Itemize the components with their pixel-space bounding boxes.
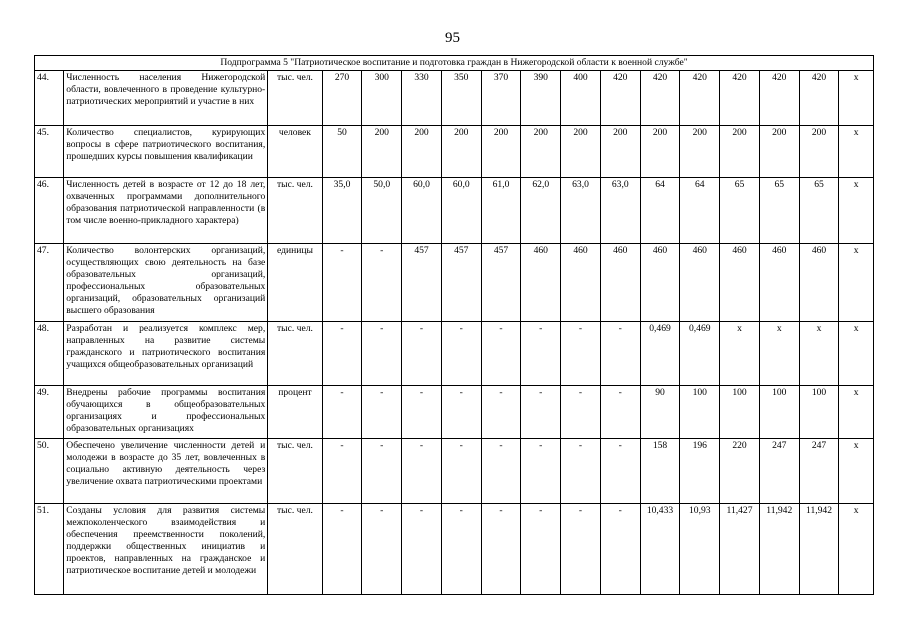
indicator-value: 50	[322, 126, 362, 178]
indicator-value: 460	[561, 244, 601, 322]
indicator-value: 350	[441, 71, 481, 126]
indicator-value: -	[322, 244, 362, 322]
indicator-value: 62,0	[521, 178, 561, 244]
indicator-value: 200	[362, 126, 402, 178]
indicator-value: -	[521, 322, 561, 386]
row-number: 45.	[35, 126, 64, 178]
table-row	[35, 504, 874, 595]
indicator-value: 100	[720, 386, 760, 439]
indicator-value: 420	[799, 71, 839, 126]
final-value: x	[839, 439, 874, 504]
indicators-table	[34, 55, 874, 595]
subprogram-title: Подпрограмма 5 "Патриотическое воспитание и подготовка граждан в Нижегородской области к военной службе"	[35, 56, 874, 71]
indicator-value: 200	[799, 126, 839, 178]
indicator-value: -	[362, 504, 402, 595]
indicator-value: 220	[720, 439, 760, 504]
indicator-description: Количество специалистов, курирующих вопросы в сфере патриотического воспитания, прошедших курсы повышения квалификации	[64, 126, 268, 178]
indicator-value: 400	[561, 71, 601, 126]
indicator-value: 65	[720, 178, 760, 244]
indicator-value: 100	[680, 386, 720, 439]
indicator-value: 65	[759, 178, 799, 244]
indicator-value: 330	[402, 71, 442, 126]
indicator-value: 10,93	[680, 504, 720, 595]
indicator-description: Созданы условия для развития системы межпоколенческого взаимодействия и обеспечения преемственности поколений, поддержки общественных инициатив и проектов, направленных на гражданское и патриотическое воспитание детей и молодежи	[64, 504, 268, 595]
table-row	[35, 71, 874, 126]
indicator-value: 460	[600, 244, 640, 322]
indicator-value: 0,469	[640, 322, 680, 386]
indicator-value: 200	[720, 126, 760, 178]
row-number: 50.	[35, 439, 64, 504]
indicator-description: Количество волонтерских организаций, осуществляющих свою деятельность на базе образовательных организаций, профессиональных образовательных организаций, образовательных организаций высшего образования	[64, 244, 268, 322]
indicator-value: 460	[680, 244, 720, 322]
indicator-value: 63,0	[561, 178, 601, 244]
indicator-value: 460	[759, 244, 799, 322]
indicator-description: Численность населения Нижегородской области, вовлеченного в проведение культурно-патриотических мероприятий и участие в них	[64, 71, 268, 126]
indicator-value: 457	[481, 244, 521, 322]
indicator-value: 100	[799, 386, 839, 439]
indicator-value: 200	[600, 126, 640, 178]
indicator-value: -	[561, 439, 601, 504]
table-row	[35, 178, 874, 244]
final-value: x	[839, 71, 874, 126]
indicator-value: 460	[799, 244, 839, 322]
indicator-value: 100	[759, 386, 799, 439]
final-value: x	[839, 322, 874, 386]
indicator-value: -	[481, 439, 521, 504]
final-value: x	[839, 244, 874, 322]
indicator-value: 457	[402, 244, 442, 322]
final-value: x	[839, 178, 874, 244]
indicator-value: -	[481, 504, 521, 595]
final-value: x	[839, 126, 874, 178]
indicator-description: Численность детей в возрасте от 12 до 18 лет, охваченных программами дополнительного образования патриотической направленности (в том числе военно-прикладного характера)	[64, 178, 268, 244]
table-row	[35, 439, 874, 504]
indicator-value: 158	[640, 439, 680, 504]
indicator-value: 11,942	[759, 504, 799, 595]
indicator-value: 460	[521, 244, 561, 322]
row-number: 47.	[35, 244, 64, 322]
indicator-value: -	[322, 439, 362, 504]
indicator-value: 64	[640, 178, 680, 244]
indicator-value: -	[322, 322, 362, 386]
indicator-value: 60,0	[441, 178, 481, 244]
indicator-value: -	[441, 504, 481, 595]
indicator-value: 11,427	[720, 504, 760, 595]
indicator-value: 300	[362, 71, 402, 126]
indicator-value: 35,0	[322, 178, 362, 244]
row-number: 48.	[35, 322, 64, 386]
indicator-value: -	[600, 504, 640, 595]
page-number: 95	[445, 30, 460, 46]
indicator-value: 270	[322, 71, 362, 126]
row-number: 49.	[35, 386, 64, 439]
indicator-value: -	[402, 504, 442, 595]
table-row	[35, 126, 874, 178]
indicator-value: 63,0	[600, 178, 640, 244]
indicator-value: 0,469	[680, 322, 720, 386]
row-number: 51.	[35, 504, 64, 595]
unit-of-measure: тыс. чел.	[268, 504, 322, 595]
indicator-value: -	[402, 386, 442, 439]
indicator-value: -	[362, 322, 402, 386]
indicator-value: 200	[680, 126, 720, 178]
indicator-value: 460	[640, 244, 680, 322]
row-number: 46.	[35, 178, 64, 244]
indicator-value: x	[720, 322, 760, 386]
indicator-value: -	[481, 322, 521, 386]
indicator-value: 200	[441, 126, 481, 178]
indicator-value: -	[322, 386, 362, 439]
unit-of-measure: тыс. чел.	[268, 322, 322, 386]
indicator-value: 457	[441, 244, 481, 322]
indicator-value: -	[561, 322, 601, 386]
indicator-value: -	[600, 386, 640, 439]
indicator-value: 420	[640, 71, 680, 126]
table-row	[35, 244, 874, 322]
indicator-value: -	[322, 504, 362, 595]
indicator-value: -	[402, 322, 442, 386]
indicator-value: 60,0	[402, 178, 442, 244]
indicator-value: 61,0	[481, 178, 521, 244]
indicator-value: -	[441, 386, 481, 439]
indicator-value: 460	[720, 244, 760, 322]
indicator-value: 200	[640, 126, 680, 178]
indicator-value: 200	[481, 126, 521, 178]
indicator-value: 420	[600, 71, 640, 126]
indicator-value: 196	[680, 439, 720, 504]
row-number: 44.	[35, 71, 64, 126]
final-value: x	[839, 386, 874, 439]
indicator-value: 200	[561, 126, 601, 178]
subprogram-header-row	[35, 56, 874, 71]
indicator-value: -	[441, 322, 481, 386]
indicator-value: 90	[640, 386, 680, 439]
indicator-value: 11,942	[799, 504, 839, 595]
indicator-value: -	[402, 439, 442, 504]
indicator-value: -	[600, 322, 640, 386]
indicator-description: Разработан и реализуется комплекс мер, направленных на развитие системы гражданского и патриотического воспитания учащихся общеобразовательных организаций	[64, 322, 268, 386]
indicator-value: 64	[680, 178, 720, 244]
indicator-value: -	[561, 504, 601, 595]
unit-of-measure: тыс. чел.	[268, 439, 322, 504]
indicator-description: Внедрены рабочие программы воспитания обучающихся в общеобразовательных организациях и профессиональных образовательных организациях	[64, 386, 268, 439]
indicator-value: -	[561, 386, 601, 439]
indicator-value: -	[521, 504, 561, 595]
indicator-value: 247	[799, 439, 839, 504]
indicator-value: 420	[680, 71, 720, 126]
indicator-value: 390	[521, 71, 561, 126]
indicator-value: -	[362, 439, 402, 504]
indicator-value: 420	[759, 71, 799, 126]
indicator-value: 247	[759, 439, 799, 504]
unit-of-measure: тыс. чел.	[268, 178, 322, 244]
indicator-value: 370	[481, 71, 521, 126]
unit-of-measure: тыс. чел.	[268, 71, 322, 126]
indicator-value: 65	[799, 178, 839, 244]
indicator-value: 200	[402, 126, 442, 178]
indicator-description: Обеспечено увеличение численности детей и молодежи в возрасте до 35 лет, вовлеченных в социально активную деятельность через увеличение охвата патриотическими проектами	[64, 439, 268, 504]
table-row	[35, 386, 874, 439]
indicator-value: 10,433	[640, 504, 680, 595]
table-row	[35, 322, 874, 386]
indicator-value: 50,0	[362, 178, 402, 244]
indicator-value: 420	[720, 71, 760, 126]
indicator-value: -	[441, 439, 481, 504]
indicator-value: -	[521, 386, 561, 439]
indicator-value: -	[600, 439, 640, 504]
indicator-value: -	[362, 244, 402, 322]
final-value: x	[839, 504, 874, 595]
indicator-value: 200	[759, 126, 799, 178]
indicator-value: x	[799, 322, 839, 386]
unit-of-measure: единицы	[268, 244, 322, 322]
indicator-value: -	[481, 386, 521, 439]
indicator-value: -	[362, 386, 402, 439]
unit-of-measure: процент	[268, 386, 322, 439]
unit-of-measure: человек	[268, 126, 322, 178]
indicator-value: x	[759, 322, 799, 386]
indicator-value: 200	[521, 126, 561, 178]
indicator-value: -	[521, 439, 561, 504]
